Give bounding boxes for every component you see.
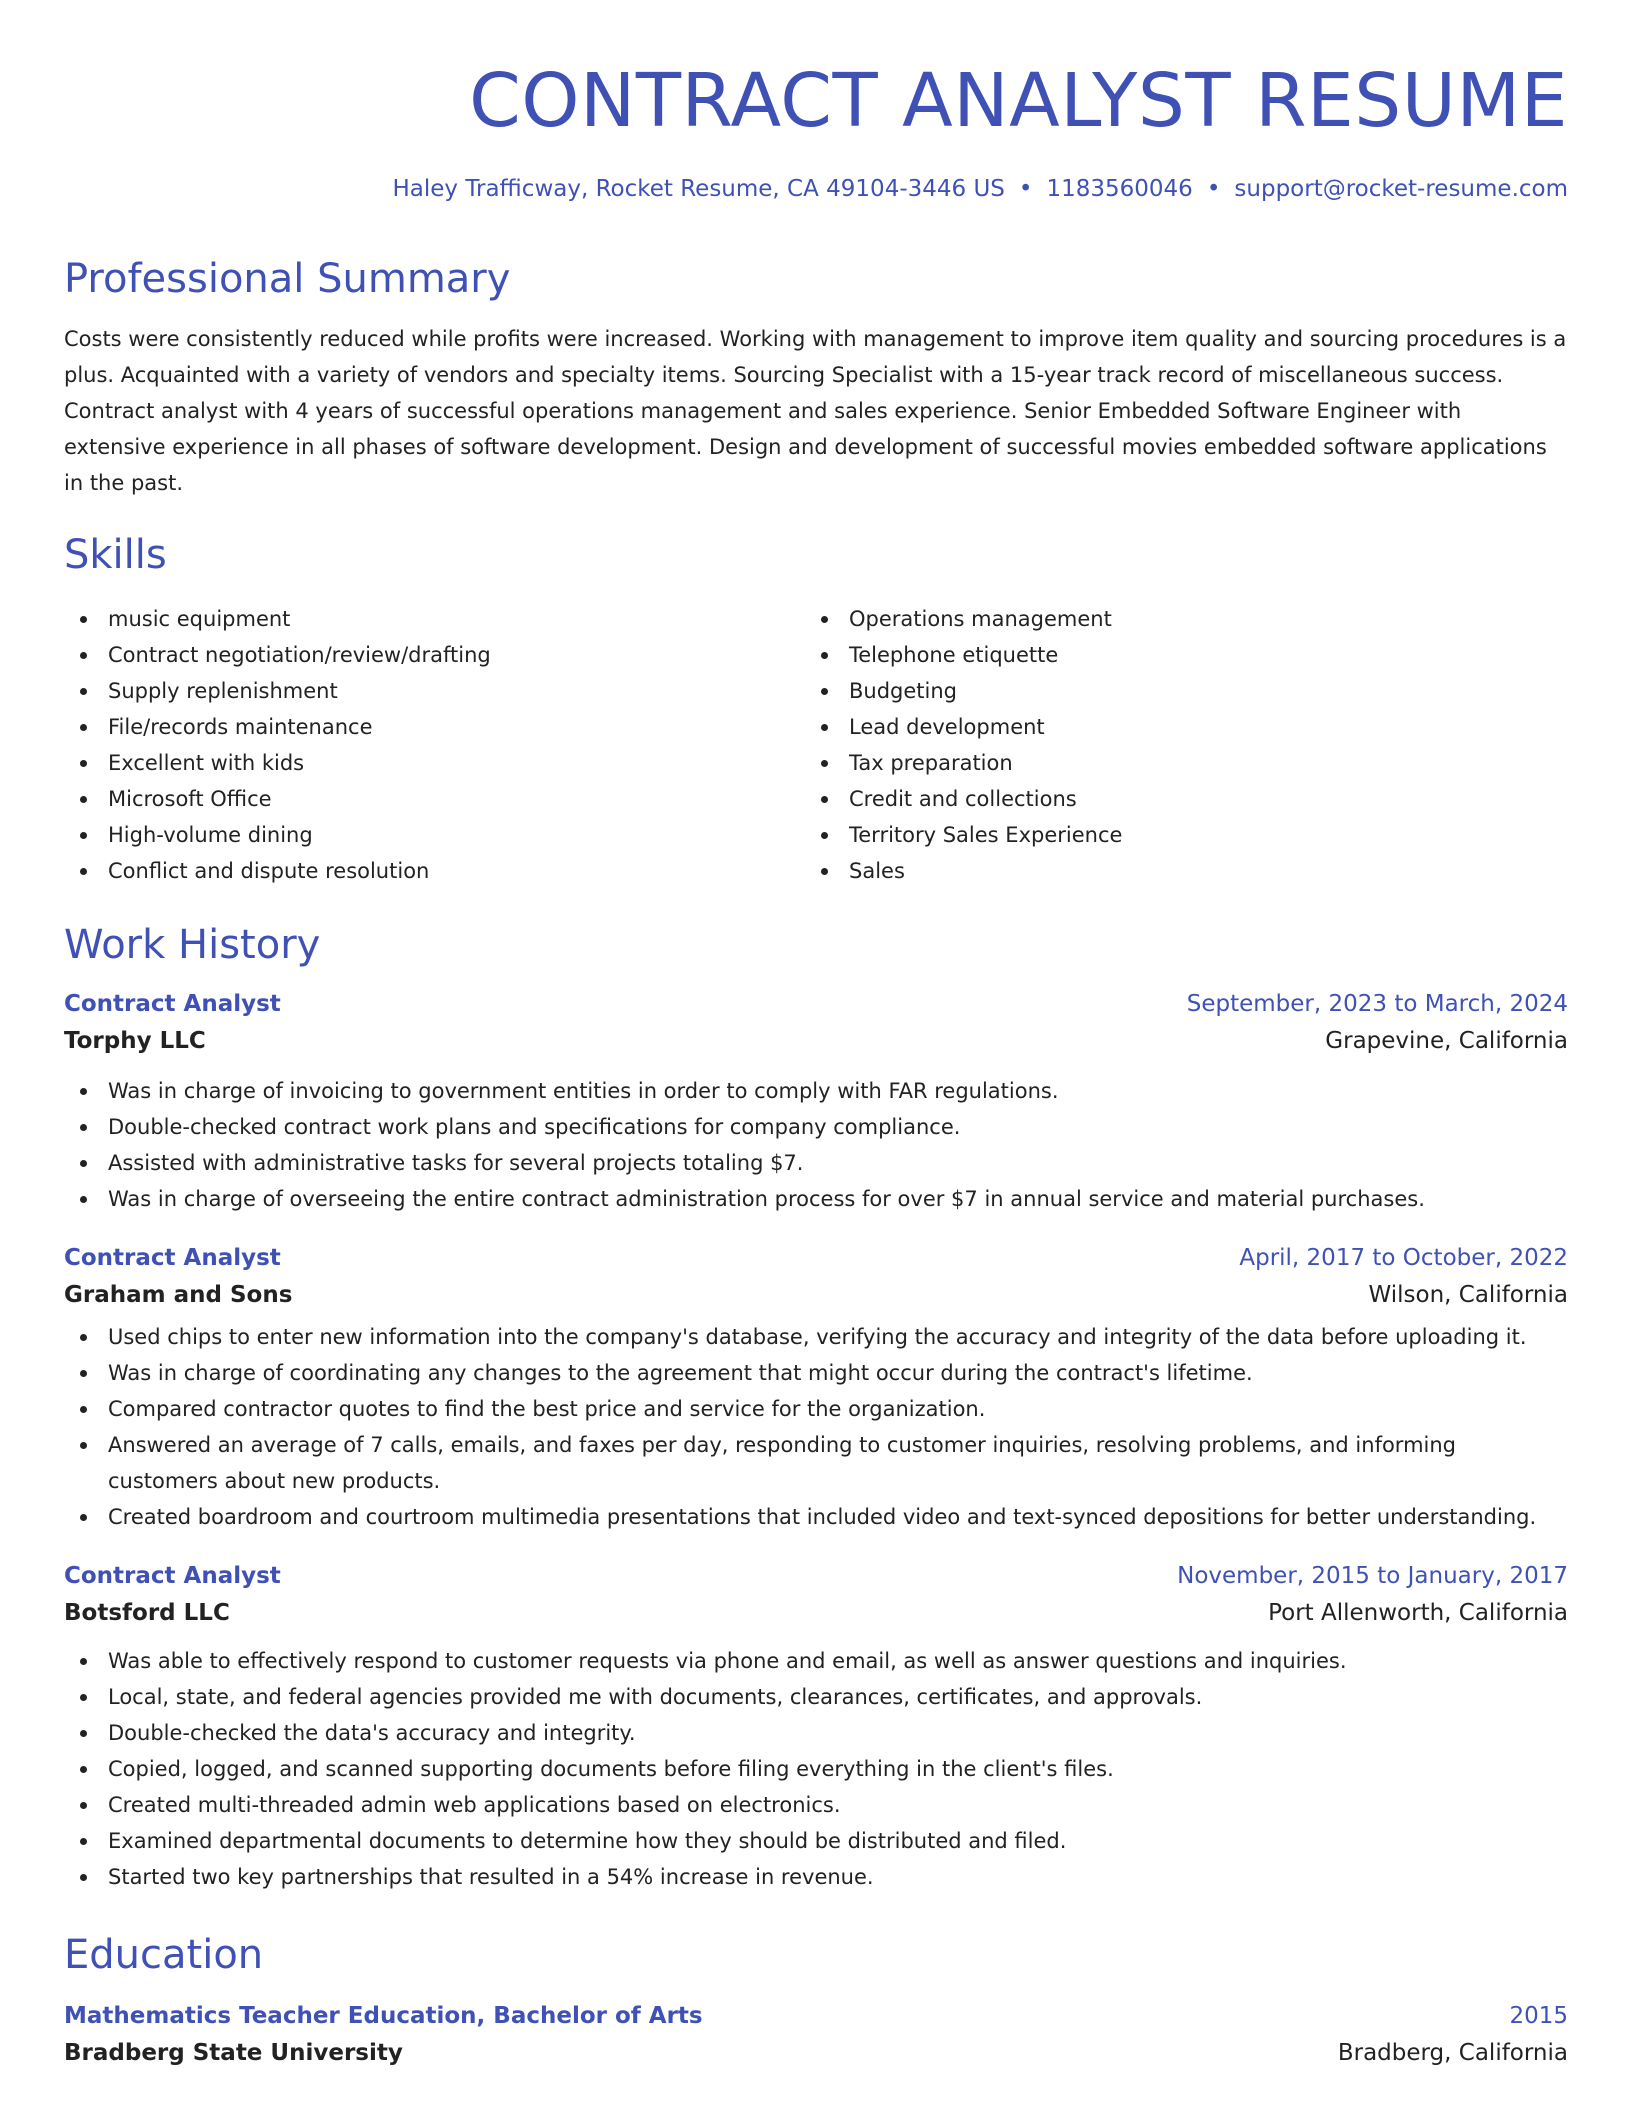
- skill-item: Microsoft Office: [64, 781, 805, 817]
- job-company-row: [64, 1284, 1568, 1307]
- job-bullet: Double-checked contract work plans and specifications for company compliance.: [64, 1109, 1568, 1145]
- education-degree-row: [64, 2005, 1568, 2028]
- job-company: Botsford LLC: [64, 1600, 230, 1626]
- job-bullet: Was in charge of invoicing to government entities in order to comply with FAR regulations.: [64, 1073, 1568, 1109]
- job-company-row: [64, 1030, 1568, 1053]
- contact-email[interactable]: support@rocket-resume.com: [1234, 176, 1568, 202]
- job-bullet: Created boardroom and courtroom multimedia presentations that included video and text-synced depositions for better understanding.: [64, 1499, 1568, 1535]
- skill-item: High-volume dining: [64, 817, 805, 853]
- summary-text: Costs were consistently reduced while profits were increased. Working with management to improve item quality and sourcing procedures is a plus. Acquainted with a variety of vendors and specialty items. Sourcing Specialist with a 15-year track record of miscellaneous success. Contract analyst with 4 years of successful operations management and sales experience. Senior Embedded Software Engineer with extensive experience in all phases of software development. Design and development of successful movies embedded software applications in the past.: [64, 327, 1567, 495]
- contact-separator: •: [1206, 176, 1221, 202]
- education-year: 2015: [1509, 2003, 1568, 2029]
- skills-grid: [64, 601, 1568, 889]
- work-history-heading: Work History: [64, 922, 321, 968]
- skill-item: Contract negotiation/review/drafting: [64, 637, 805, 673]
- skill-item: Conflict and dispute resolution: [64, 853, 805, 889]
- contact-phone: 1183560046: [1046, 176, 1193, 202]
- job-entry: [64, 1565, 1568, 1895]
- job-location: Port Allenworth, California: [1268, 1600, 1568, 1626]
- job-bullet: Started two key partnerships that resulted in a 54% increase in revenue.: [64, 1859, 1568, 1895]
- job-bullet: Examined departmental documents to determine how they should be distributed and filed.: [64, 1823, 1568, 1859]
- job-bullet: Copied, logged, and scanned supporting documents before filing everything in the client's files.: [64, 1751, 1568, 1787]
- job-bullet: Assisted with administrative tasks for several projects totaling $7.: [64, 1145, 1568, 1181]
- job-dates: September, 2023 to March, 2024: [1186, 991, 1568, 1017]
- education-location: Bradberg, California: [1337, 2040, 1568, 2066]
- education-school: Bradberg State University: [64, 2040, 403, 2066]
- job-dates: November, 2015 to January, 2017: [1177, 1563, 1568, 1589]
- job-bullet: Was in charge of overseeing the entire contract administration process for over $7 in annual service and material purchases.: [64, 1181, 1568, 1217]
- job-title-row: [64, 1247, 1568, 1270]
- job-title: Contract Analyst: [64, 1563, 281, 1589]
- job-dates: April, 2017 to October, 2022: [1239, 1245, 1568, 1271]
- skill-item: Sales: [805, 853, 1546, 889]
- job-company: Torphy LLC: [64, 1028, 206, 1054]
- education-entry: [64, 2005, 1568, 2065]
- job-bullet: Was in charge of coordinating any changes to the agreement that might occur during the contract's lifetime.: [64, 1355, 1568, 1391]
- skill-item: music equipment: [64, 601, 805, 637]
- skill-item: Tax preparation: [805, 745, 1546, 781]
- job-bullet: Was able to effectively respond to customer requests via phone and email, as well as answer questions and inquiries.: [64, 1643, 1568, 1679]
- contact-separator: •: [1018, 176, 1033, 202]
- job-bullet: Double-checked the data's accuracy and integrity.: [64, 1715, 1568, 1751]
- skill-item: Operations management: [805, 601, 1546, 637]
- skill-item: Lead development: [805, 709, 1546, 745]
- job-bullets: [64, 1319, 1568, 1535]
- job-title-row: [64, 993, 1568, 1016]
- skill-item: File/records maintenance: [64, 709, 805, 745]
- skill-item: Territory Sales Experience: [805, 817, 1546, 853]
- education-school-row: [64, 2042, 1568, 2065]
- job-bullets: [64, 1643, 1568, 1895]
- contact-address: Haley Trafficway, Rocket Resume, CA 49104-3446 US: [392, 176, 1005, 202]
- skill-item: Credit and collections: [805, 781, 1546, 817]
- job-bullet: Created multi-threaded admin web applications based on electronics.: [64, 1787, 1568, 1823]
- skills-heading: Skills: [64, 532, 167, 578]
- job-title-row: [64, 1565, 1568, 1588]
- job-title: Contract Analyst: [64, 1245, 281, 1271]
- skills-list-right: [805, 601, 1546, 889]
- summary-heading: Professional Summary: [64, 256, 511, 302]
- skill-item: Excellent with kids: [64, 745, 805, 781]
- job-bullet: Local, state, and federal agencies provided me with documents, clearances, certificates, and approvals.: [64, 1679, 1568, 1715]
- job-bullet: Used chips to enter new information into the company's database, verifying the accuracy and integrity of the data before uploading it.: [64, 1319, 1568, 1355]
- skill-item: Telephone etiquette: [805, 637, 1546, 673]
- job-bullets: [64, 1073, 1568, 1217]
- job-bullet: Answered an average of 7 calls, emails, and faxes per day, responding to customer inquiries, resolving problems, and informing customers about new products.: [64, 1427, 1568, 1499]
- job-bullet: Compared contractor quotes to find the best price and service for the organization.: [64, 1391, 1568, 1427]
- job-company-row: [64, 1602, 1568, 1625]
- job-location: Grapevine, California: [1325, 1028, 1568, 1054]
- skill-item: Budgeting: [805, 673, 1546, 709]
- job-company: Graham and Sons: [64, 1282, 293, 1308]
- education-degree: Mathematics Teacher Education, Bachelor of Arts: [64, 2003, 703, 2029]
- job-title: Contract Analyst: [64, 991, 281, 1017]
- job-entry: [64, 993, 1568, 1217]
- skill-item: Supply replenishment: [64, 673, 805, 709]
- job-location: Wilson, California: [1368, 1282, 1568, 1308]
- contact-line: [64, 178, 1568, 201]
- skills-list-left: [64, 601, 805, 889]
- resume-title: CONTRACT ANALYST RESUME: [469, 58, 1568, 144]
- job-entry: [64, 1247, 1568, 1535]
- education-heading: Education: [64, 1932, 264, 1978]
